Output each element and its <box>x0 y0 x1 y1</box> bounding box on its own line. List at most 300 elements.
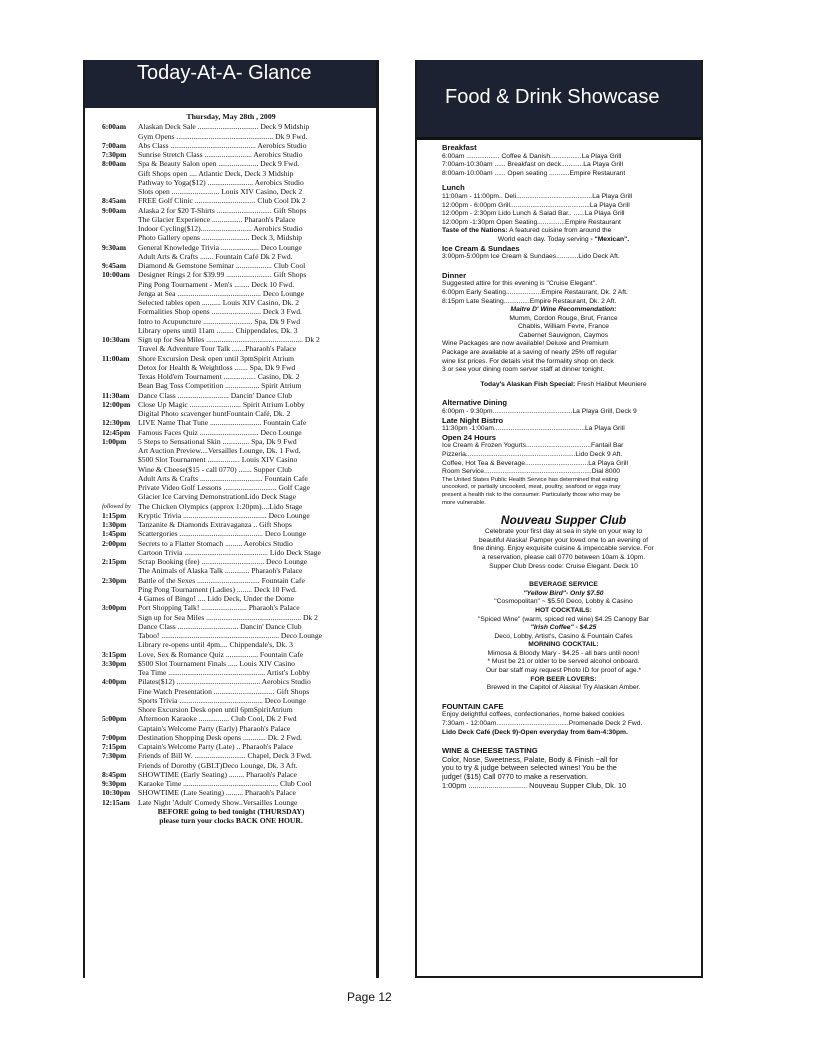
nations-today: - "Mexican". <box>590 235 630 243</box>
schedule-time <box>102 696 138 705</box>
schedule-row <box>102 437 360 446</box>
schedule-event: Pilates($12) ............................................ Aerobics Studio <box>138 677 311 687</box>
schedule-event: Shore Excursion Desk open until 6pmSpiritAtrium <box>138 705 293 714</box>
open24-heading: Open 24 Hours <box>442 432 497 442</box>
schedule-row <box>102 529 360 538</box>
breakfast-heading: Breakfast <box>442 143 477 152</box>
schedule-time: 12:45pm <box>102 427 131 437</box>
schedule-row <box>102 539 360 548</box>
lunch-row: 12:00pm -1:30pm Open Seating...............Empire Restaurant <box>442 218 621 226</box>
schedule-event: Indoor Cycling($12)........................... Aerobics Studio <box>138 224 303 233</box>
dinner-attire: Suggested attire for this evening is "Cruise Elegant". <box>442 280 597 288</box>
schedule-row <box>102 714 360 723</box>
lunch-heading: Lunch <box>442 183 465 193</box>
left-banner <box>85 60 376 108</box>
schedule-time <box>102 372 138 381</box>
schedule-time: 8:45pm <box>102 769 127 779</box>
fountain-line: Enjoy delightful coffees, confectionaries, home baked cookies <box>442 711 625 719</box>
schedule-row <box>102 770 360 779</box>
schedule-event: Formalities Shop opens .......................... Deck 3 Fwd. <box>138 307 302 317</box>
dinner-heading: Dinner <box>442 270 467 280</box>
schedule-row <box>102 724 360 733</box>
schedule-row <box>102 280 360 289</box>
schedule-row <box>102 613 360 622</box>
schedule-event: Tea Time ................................................... Artist's Lobby <box>138 668 310 677</box>
schedule-time: 7:00pm <box>102 732 127 742</box>
schedule-row <box>102 363 360 372</box>
schedule-event: Captain's Welcome Party (Late) .. Pharaoh's Palace <box>138 742 294 751</box>
irish-coffee: "Irish Coffee" - $4.25 <box>530 624 597 632</box>
schedule-time <box>102 169 138 178</box>
schedule-row <box>102 391 360 400</box>
schedule-event: Alaska 2 for $20 T-Shirts ............................. Gift Shops <box>138 205 307 215</box>
fish-label: Today's Alaskan Fish Special: <box>480 380 576 388</box>
right-banner <box>417 60 701 140</box>
health-line: The United States Public Health Service has determined that eating <box>442 476 619 483</box>
wine-package-line: wine list prices. For details visit the formality shop on deck <box>442 357 614 365</box>
schedule-footer-2: please turn your clocks BACK ONE HOUR. <box>159 816 303 825</box>
schedule-event: Art Auction Preview....Versailles Lounge, Dk. 1 Fwd. <box>138 446 301 455</box>
beverage-heading: BEVERAGE SERVICE <box>529 581 598 589</box>
schedule-row <box>102 298 360 307</box>
schedule-row <box>102 677 360 686</box>
fish-special <box>442 381 685 390</box>
schedule-event: Tanzanite & Diamonds Extravaganza .. Gift Shops <box>138 520 292 529</box>
schedule-event: Abs Class ............................................. Aerobics Studio <box>138 140 307 150</box>
schedule-time <box>102 483 138 492</box>
schedule-time <box>102 298 138 307</box>
wine-cheese-heading: WINE & CHEESE TASTING <box>442 746 538 756</box>
schedule-row <box>102 233 360 242</box>
schedule-time <box>102 317 138 326</box>
lunch-row: 12:00pm - 6:00pm Grill...........................................La Playa Grill <box>442 201 630 209</box>
schedule-time <box>102 705 138 714</box>
schedule-event: Port Shopping Talk! ........................ Pharaoh's Palace <box>138 603 300 613</box>
wine-cheese-line: you to try & judge between selected wines! You be the <box>442 764 617 773</box>
schedule-time: 2:30pm <box>102 575 127 585</box>
schedule-event: Afternoon Karaoke ................ Club Cool, Dk 2 Fwd <box>138 714 297 724</box>
schedule-time <box>102 631 138 640</box>
schedule-event: Late Night 'Adult' Comedy Show..Versailles Lounge <box>138 797 298 807</box>
schedule-event: Destination Shopping Desk opens ............ Dk. 2 Fwd. <box>138 732 302 742</box>
schedule-time: 7:30pm <box>102 150 127 159</box>
schedule-event: Dance Class ................................ Dancin' Dance Club <box>138 621 302 631</box>
schedule-time <box>102 594 138 603</box>
dinner-row: 8:15pm Late Seating..............Empire Restaurant, Dk. 2 Aft. <box>442 297 617 305</box>
schedule-event: Sign up for Sea Miles ................................................... Dk 2 <box>138 335 320 344</box>
morning-line: * Must be 21 or older to be served alcohol onboard. <box>487 658 640 666</box>
schedule-event: Glacier Ice Carving DemonstrationLido Deck Stage <box>138 492 296 502</box>
schedule-row <box>102 169 360 178</box>
schedule-event: The Animals of Alaska Talk ............. Pharaoh's Palace <box>138 566 303 576</box>
schedule-event: Pathway to Yoga($12) ........................ Aerobics Studio <box>138 177 304 187</box>
schedule-row <box>102 705 360 714</box>
beer-heading: FOR BEER LOVERS: <box>530 675 597 683</box>
schedule-row <box>102 566 360 575</box>
schedule-time: 7:15pm <box>102 742 127 751</box>
schedule-row <box>102 696 360 705</box>
nations-text-2: World each day. Today serving <box>497 235 589 243</box>
schedule-event: Ping Pong Tournament - Men's ........ Deck 10 Fwd. <box>138 279 295 289</box>
schedule-rows <box>102 122 360 807</box>
nations-label: Taste of the Nations: <box>442 227 508 235</box>
schedule-time <box>102 280 138 289</box>
schedule-time: 11:00am <box>102 353 130 363</box>
schedule-time <box>102 233 138 242</box>
schedule <box>102 112 360 825</box>
breakfast-row: 8:00am-10:00am ...... Open seating ...........Empire Restaurant <box>442 169 626 177</box>
open24-row: Coffee, Hot Tea & Beverage..................................La Playa Grill <box>442 459 628 467</box>
breakfast-row: 7:00am-10:30am ...... Breakfast on deck............La Playa Grill <box>442 161 624 169</box>
schedule-event: Detox for Health & Weightloss ....... Spa, Dk 9 Fwd <box>138 362 296 372</box>
schedule-event: Jenga at Sea ............................................ Deco Lounge <box>138 288 304 298</box>
alt-dining-row: 6:00pm - 9:30pm...........................................La Playa Grill, Deck 9 <box>442 408 637 416</box>
schedule-row <box>102 381 360 390</box>
schedule-row <box>102 141 360 150</box>
supper-line: Celebrate your first day at sea in style on your way to <box>484 528 643 536</box>
schedule-event: Designer Rings 2 for $39.99 ........................ Gift Shops <box>138 270 307 280</box>
supper-line: fine dining. Enjoy exquisite cuisine & impeccable service. For <box>473 545 654 553</box>
health-line: uncooked, or partially uncooked, meat, poultry, seafood or eggs may <box>442 484 621 491</box>
supper-line: beautiful Alaska! Pamper your loved one to an evening of <box>478 536 649 544</box>
schedule-event: Library re-opens until 4pm.... Chippendale's, Dk. 3 <box>138 640 293 650</box>
schedule-event: Photo Gallery opens ......................... Deck 3, Midship <box>138 233 303 243</box>
schedule-time: followed by <box>102 502 131 510</box>
schedule-time: 1:15pm <box>102 510 127 520</box>
schedule-event: $500 Slot Tournament Finals ..... Louis XIV Casino <box>138 658 295 668</box>
schedule-time: 9:30pm <box>102 779 127 788</box>
wine-1: Mumm, Cordon Rouge, Brut, France <box>509 314 618 322</box>
schedule-time <box>102 474 138 483</box>
schedule-time: 4:00pm <box>102 677 127 687</box>
bistro-heading: Late Night Bistro <box>442 415 504 425</box>
schedule-event: Close Up Magic ........................... Spirit Atrium Lobby <box>138 399 305 409</box>
schedule-time <box>102 344 138 353</box>
schedule-row <box>102 687 360 696</box>
lunch-row: 12:00pm - 2:30pm Lido Lunch & Salad Bar.. ......La Playa Grill <box>442 210 625 218</box>
schedule-event: Kryptic Trivia ............................................ Deco Lounge <box>138 510 310 520</box>
open24-row: Ice Cream & Frozen Yogurts...................................Fantail Bar <box>442 442 624 450</box>
schedule-row <box>102 659 360 668</box>
schedule-row <box>102 548 360 557</box>
schedule-event: Fine Watch Presentation ................................ Gift Shops <box>138 686 310 696</box>
alt-dining-heading: Alternative Dining <box>442 398 507 408</box>
schedule-row <box>102 585 360 594</box>
schedule-time: 7:00am <box>102 140 127 150</box>
schedule-time <box>102 465 138 474</box>
schedule-time <box>102 492 138 501</box>
schedule-row <box>102 122 360 131</box>
schedule-time: 1:45pm <box>102 529 127 539</box>
health-notice <box>442 477 685 507</box>
nations-text: A featured cuisine from around the <box>509 227 612 235</box>
schedule-event: Famous Faces Quiz ............................... Deco Lounge <box>138 427 302 437</box>
schedule-time <box>102 668 138 677</box>
breakfast-row: 6:00am .................. Coffee & Danish.................La Playa Grill <box>442 152 622 160</box>
schedule-time: 3:00pm <box>102 603 127 613</box>
schedule-time: 8:00am <box>102 159 127 169</box>
schedule-row <box>102 132 360 141</box>
schedule-time: 3:15pm <box>102 649 127 659</box>
schedule-row <box>102 576 360 585</box>
open24-row: Pizzeria...........................................................Lido Deck 9 Aft. <box>442 451 623 458</box>
schedule-event: Sports Trivia ............................................ Deco Lounge <box>138 695 306 705</box>
schedule-row <box>102 428 360 437</box>
schedule-row <box>102 779 360 788</box>
schedule-row <box>102 511 360 520</box>
schedule-event: Alaskan Deck Sale ................................ Deck 9 Midship <box>138 122 310 132</box>
schedule-time <box>102 289 138 298</box>
schedule-row <box>102 372 360 381</box>
schedule-event: Spa & Beauty Salon open ..................... Deck 9 Fwd. <box>138 159 300 169</box>
schedule-time: 7:30pm <box>102 751 127 761</box>
supper-line: a reservation, please call 0770 between 10am & 10pm. <box>481 553 646 561</box>
schedule-row <box>102 455 360 464</box>
schedule-time <box>102 187 138 196</box>
morning-cocktail-heading: MORNING COCKTAIL: <box>528 641 599 649</box>
schedule-row <box>102 798 360 807</box>
schedule-time <box>102 548 138 557</box>
schedule-event: Secrets to a Flatter Stomach ......... Aerobics Studio <box>138 538 293 548</box>
morning-line: Our bar staff may request Photo ID for proof of age.* <box>485 667 642 675</box>
schedule-event: Adult Arts & Crafts ....... Fountain Café Dk 2 Fwd. <box>138 251 293 261</box>
schedule-row <box>102 335 360 344</box>
schedule-time <box>102 566 138 575</box>
schedule-row <box>102 196 360 205</box>
schedule-time <box>102 613 138 622</box>
schedule-row <box>102 631 360 640</box>
schedule-event: Wine & Cheese($15 - call 0770) ....... Supper Club <box>138 464 292 474</box>
schedule-event: Digital Photo scavenger huntFountain Café, Dk. 2 <box>138 409 291 418</box>
bistro-row: 11:30pm -1:00am.................................................La Playa Grill <box>442 425 625 433</box>
maitre-heading: Maitre D' Wine Recommendation: <box>510 306 617 314</box>
schedule-row <box>102 492 360 501</box>
schedule-row <box>102 150 360 159</box>
schedule-event: Captain's Welcome Party (Early) Pharaoh's Palace <box>138 723 291 733</box>
wine-cheese-line: Color, Nose, Sweetness, Palate, Body & Finish ~all for <box>442 755 618 764</box>
wine-package-line: Wine Packages are now available! Deluxe and Premium <box>442 340 609 348</box>
schedule-event: Bean Bag Toss Competition .................. Spirit Atrium <box>138 381 302 391</box>
schedule-row <box>102 252 360 261</box>
schedule-event: Scattergories ............................................ Deco Lounge <box>138 529 306 539</box>
schedule-row <box>102 733 360 742</box>
schedule-row <box>102 650 360 659</box>
schedule-event: Adult Arts & Crafts ................................. Fountain Cafe <box>138 473 308 483</box>
schedule-time <box>102 446 138 455</box>
schedule-time <box>102 761 138 770</box>
schedule-time: 1:30pm <box>102 520 127 529</box>
schedule-time: 2:15pm <box>102 557 127 566</box>
fountain-line: 7:30am - 12:00am.......................................Promenade Deck 2 Fwd. <box>442 720 643 728</box>
health-line: more vulnerable. <box>442 499 486 506</box>
wine-cheese-line: 1:00pm ............................. Nouveau Supper Club, Dk. 10 <box>442 781 627 790</box>
schedule-time: 8:45am <box>102 196 127 206</box>
lunch-row: 11:00am - 11:00pm.. Deli.........................................La Playa Grill <box>442 192 633 200</box>
schedule-time: 1:00pm <box>102 436 127 446</box>
schedule-event: Sign up for Sea Miles .................................................. Dk 2 <box>138 612 318 622</box>
schedule-time: 9:45am <box>102 261 127 270</box>
schedule-event: FREE Golf Clinic ................................ Club Cool Dk 2 <box>138 196 306 206</box>
schedule-row <box>102 761 360 770</box>
schedule-row <box>102 409 360 418</box>
schedule-row <box>102 344 360 353</box>
schedule-event: Diamond & Gemstone Seminar ................... Club Cool <box>138 261 306 270</box>
schedule-event: General Knowledge Trivia .................... Deco Lounge <box>138 242 302 252</box>
schedule-time: 12:30pm <box>102 418 131 428</box>
schedule-event: Friends of Bill W. ........................... Chapel, Deck 3 Fwd. <box>138 751 312 761</box>
schedule-time <box>102 307 138 316</box>
schedule-row <box>102 788 360 797</box>
open24-row: Room Service..........................................................Dial 8000 <box>442 468 621 476</box>
wine-cheese-line: judge! ($15) Call 0770 to make a reservation. <box>442 773 589 781</box>
schedule-event: Ping Pong Tournament (Ladies) ........ Deck 10 Fwd. <box>138 584 297 594</box>
schedule-row <box>102 483 360 492</box>
schedule-time <box>102 178 138 187</box>
schedule-time <box>102 409 138 418</box>
schedule-row <box>102 622 360 631</box>
supper-club-title: Nouveau Supper Club <box>500 513 627 528</box>
nations-line <box>442 227 685 236</box>
fountain-line: Lido Deck Café (Deck 9)-Open everyday from 6am-4:30pm. <box>442 728 628 736</box>
schedule-time: 10:00am <box>102 270 130 280</box>
morning-line: Mimosa & Bloody Mary - $4.25 - all bars until noon! <box>487 649 640 657</box>
schedule-event: SHOWTIME (Late Seating) ......... Pharaoh's Palace <box>138 788 296 798</box>
icecream-row: 3:00pm-5:00pm Ice Cream & Sundaes............Lido Deck Aft. <box>442 253 620 261</box>
schedule-time <box>102 224 138 233</box>
schedule-time: 3:30pm <box>102 658 127 668</box>
schedule-row <box>102 243 360 252</box>
schedule-row <box>102 317 360 326</box>
schedule-event: Battle of the Sexes ................................. Fountain Cafe <box>138 575 305 585</box>
dinner-row: 6:00pm Early Seating...................Empire Restaurant, Dk. 2 Aft. <box>442 288 628 296</box>
icecream-heading: Ice Cream & Sundaes <box>442 243 520 253</box>
schedule-row <box>102 520 360 529</box>
today-at-a-glance-panel <box>83 60 379 978</box>
schedule-event: The Glacier Experience ................ Pharaoh's Palace <box>138 214 296 224</box>
schedule-time: 12:00pm <box>102 399 131 409</box>
schedule-row <box>102 159 360 168</box>
schedule-time <box>102 132 138 141</box>
schedule-time: 9:30am <box>102 242 127 252</box>
schedule-event: SHOWTIME (Early Seating) ........ Pharaoh's Palace <box>138 769 297 779</box>
schedule-event: Dance Class ........................... Dancin' Dance Club <box>138 390 293 400</box>
schedule-row <box>102 178 360 187</box>
schedule-event: Slots open ......................... Louis XIV Casino, Deck 2 <box>138 187 303 196</box>
schedule-row <box>102 187 360 196</box>
schedule-event: Friends of Dorothy (GBLT)Deco Lounge, Dk. 3 Aft. <box>138 760 298 770</box>
schedule-event: LIVE Name That Tune ........................... Fountain Cafe <box>138 418 307 428</box>
fountain-heading: FOUNTAIN CAFE <box>442 701 504 711</box>
schedule-time <box>102 381 138 390</box>
schedule-event: Taboo! .............................................................. Deco Lounge <box>138 631 323 640</box>
irish-coffee-locations: Deco, Lobby, Artist's, Casino & Fountain Cafes <box>494 632 633 640</box>
schedule-event: Texas Hold'em Tournament ................. Casino, Dk. 2 <box>138 372 300 381</box>
cosmopolitan: "Cosmopolitan" ~ $5.50 Deco, Lobby & Casino <box>494 598 633 606</box>
schedule-row <box>102 418 360 427</box>
schedule-row <box>102 289 360 298</box>
beer-line: Brewed in the Capitol of Alaska! Try Alaskan Amber. <box>486 684 641 692</box>
schedule-event: $500 Slot Tournament ................. Louis XIV Casino <box>138 455 298 465</box>
schedule-event: Library opens until 11am ......... Chippendales, Dk. 3 <box>138 325 298 335</box>
health-line: present a health risk to the consumer. Particularly those who may be <box>442 491 621 498</box>
schedule-time <box>102 622 138 631</box>
schedule-row <box>102 465 360 474</box>
schedule-event: 4 Games of Bingo! .... Lido Deck, Under the Dome <box>138 594 295 603</box>
schedule-time <box>102 363 138 372</box>
yellow-bird: "Yellow Bird"- Only $7.50 <box>523 589 604 597</box>
schedule-time <box>102 640 138 649</box>
schedule-date: Thursday, May 28th , 2009 <box>186 112 276 121</box>
schedule-row <box>102 594 360 603</box>
schedule-time <box>102 326 138 335</box>
schedule-row <box>102 270 360 279</box>
schedule-event: Gift Shops open .... Atlantic Deck, Deck 3 Midship <box>138 168 294 178</box>
schedule-row <box>102 742 360 751</box>
schedule-event: 5 Steps to Sensational Skin .............. Spa, Dk 9 Fwd <box>138 436 297 446</box>
schedule-row <box>102 502 360 511</box>
schedule-row <box>102 474 360 483</box>
schedule-event: Intro to Acupuncture .......................... Spa, Dk 9 Fwd <box>138 316 300 326</box>
supper-line: Supper Club Dress code: Cruise Elegant. Deck 10 <box>489 562 638 570</box>
wine-3: Cabernet Sauvignon, Caymos <box>518 331 609 339</box>
hot-cocktails-heading: HOT COCKTAILS: <box>535 606 592 614</box>
schedule-row <box>102 640 360 649</box>
schedule-time: 11:30am <box>102 390 130 400</box>
schedule-event: The Chicken Olympics (approx 1:20pm)....Lido Stage <box>138 501 303 511</box>
schedule-event: Love, Sex & Romance Quiz ................. Fountain Cafe <box>138 649 304 659</box>
left-title: Today-At-A- Glance <box>137 62 312 84</box>
schedule-row <box>102 354 360 363</box>
wine-package-line: Package are available at a saving of nearly 25% off regular <box>442 349 617 357</box>
schedule-row <box>102 751 360 760</box>
schedule-time: 6:00am <box>102 122 127 132</box>
schedule-event: Scrap Booking (fee) ................................. Deco Lounge <box>138 557 308 566</box>
schedule-row <box>102 557 360 566</box>
schedule-time <box>102 252 138 261</box>
right-title: Food & Drink Showcase <box>445 86 660 108</box>
schedule-row <box>102 307 360 316</box>
schedule-time: 10:30am <box>102 335 130 344</box>
wine-2: Chablis, William Fevre, France <box>517 323 610 331</box>
schedule-time: 10:30pm <box>102 788 131 798</box>
schedule-event: Travel & Adventure Tour Talk .......Pharaoh's Palace <box>138 344 297 354</box>
schedule-row <box>102 326 360 335</box>
schedule-event: Selected tables open .......... Louis XIV Casino, Dk. 2 <box>138 298 299 307</box>
schedule-event: Private Video Golf Lessons ............................ Golf Cage <box>138 483 310 492</box>
schedule-row <box>102 603 360 612</box>
schedule-event: Shore Excursion Desk open until 3pmSpirit Atrium <box>138 353 295 363</box>
schedule-time <box>102 455 138 464</box>
schedule-time <box>102 724 138 733</box>
schedule-event: Gym Opens ................................................... Dk 9 Fwd. <box>138 131 308 141</box>
spiced-wine: "Spiced Wine" (warm, spiced red wine) $4.25 Canopy Bar <box>478 615 649 623</box>
schedule-time: 2:00pm <box>102 538 127 548</box>
schedule-row <box>102 668 360 677</box>
schedule-row <box>102 446 360 455</box>
wine-package-line: 3 or see your dining room server staff at dinner tonight. <box>442 366 605 374</box>
schedule-row <box>102 261 360 270</box>
page-number: Page 12 <box>347 990 392 1004</box>
schedule-time <box>102 215 138 224</box>
schedule-time <box>102 585 138 594</box>
schedule-event: Karaoke Time .................................................. Club Cool <box>138 779 312 788</box>
food-drink-content <box>442 144 685 790</box>
food-drink-panel <box>415 60 703 978</box>
schedule-row <box>102 206 360 215</box>
schedule-time <box>102 687 138 696</box>
schedule-time: 5:00pm <box>102 714 127 724</box>
schedule-event: Sunrise Stretch Class ......................... Aerobics Studio <box>138 150 303 159</box>
